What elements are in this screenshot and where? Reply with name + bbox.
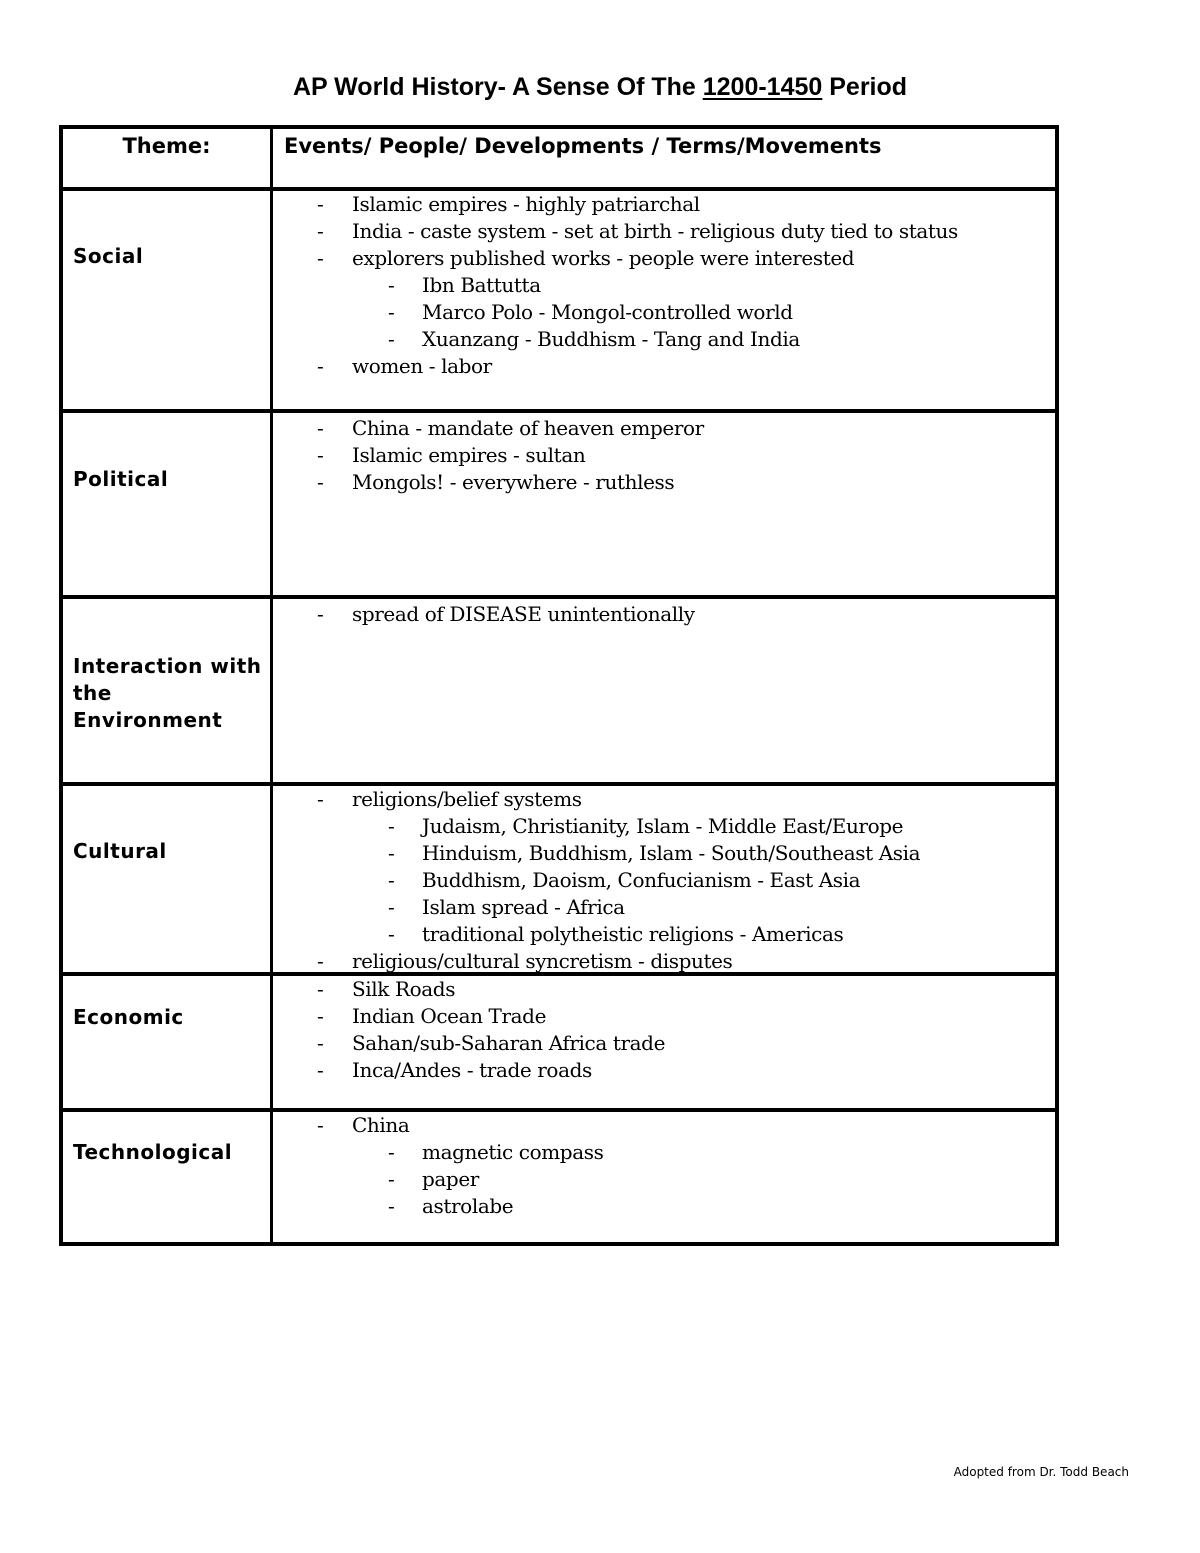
events-list — [63, 1112, 1055, 1220]
bullet-dash: - — [388, 300, 395, 324]
bullet-dash: - — [317, 246, 324, 270]
item-text: women - labor — [352, 354, 492, 378]
item-text: explorers published works - people were interested — [352, 246, 855, 270]
list-item — [63, 1003, 1055, 1030]
bullet-dash: - — [317, 443, 324, 467]
table-row-social — [63, 187, 1055, 409]
bullet-dash: - — [317, 787, 324, 811]
item-text: Islamic empires - sultan — [352, 443, 586, 467]
events-list — [63, 601, 1055, 628]
list-item — [63, 442, 1055, 469]
sub-list-item — [63, 1193, 1055, 1220]
bullet-dash: - — [388, 841, 395, 865]
list-item — [63, 1112, 1055, 1139]
item-text: Mongols! - everywhere - ruthless — [352, 470, 675, 494]
table-row-economic — [63, 972, 1055, 1108]
item-text: Islamic empires - highly patriarchal — [352, 192, 700, 216]
bullet-dash: - — [388, 814, 395, 838]
item-text: astrolabe — [422, 1194, 514, 1218]
title-suffix: Period — [822, 73, 908, 101]
table-row-cultural — [63, 782, 1055, 972]
attribution-footer: Adopted from Dr. Todd Beach — [953, 1465, 1129, 1479]
list-item — [63, 1057, 1055, 1084]
list-item — [63, 1030, 1055, 1057]
item-text: religions/belief systems — [352, 787, 582, 811]
page-title — [0, 70, 1200, 104]
list-item — [63, 218, 1055, 245]
events-list — [63, 415, 1055, 496]
bullet-dash: - — [388, 868, 395, 892]
title-prefix: AP World History- A Sense Of The — [292, 73, 703, 101]
item-text: Hinduism, Buddhism, Islam - South/Southeast Asia — [422, 841, 921, 865]
events-list — [63, 786, 1055, 975]
list-item — [63, 948, 1055, 975]
list-item — [63, 976, 1055, 1003]
bullet-dash: - — [317, 192, 324, 216]
table-row-political — [63, 409, 1055, 595]
list-item — [63, 786, 1055, 813]
bullet-dash: - — [388, 1167, 395, 1191]
item-text: China - mandate of heaven emperor — [352, 416, 704, 440]
list-item — [63, 469, 1055, 496]
sub-list-item — [63, 813, 1055, 840]
theme-label: Political — [73, 467, 169, 491]
item-text: spread of DISEASE unintentionally — [352, 602, 695, 626]
list-item — [63, 245, 1055, 272]
item-text: magnetic compass — [422, 1140, 604, 1164]
sub-list-item — [63, 272, 1055, 299]
item-text: Ibn Battutta — [422, 273, 541, 297]
theme-label: Economic — [73, 1005, 184, 1029]
item-text: China — [352, 1113, 410, 1137]
header-events: Events/ People/ Developments / Terms/Movements — [284, 134, 882, 158]
list-item — [63, 191, 1055, 218]
sub-list-item — [63, 1166, 1055, 1193]
bullet-dash: - — [388, 327, 395, 351]
table-header-row — [63, 129, 1055, 187]
bullet-dash: - — [317, 1031, 324, 1055]
bullet-dash: - — [388, 273, 395, 297]
theme-label: Technological — [73, 1140, 233, 1164]
themes-table — [59, 125, 1059, 1246]
bullet-dash: - — [388, 922, 395, 946]
item-text: Islam spread - Africa — [422, 895, 625, 919]
sub-list-item — [63, 299, 1055, 326]
bullet-dash: - — [317, 470, 324, 494]
table-row-interaction-environment — [63, 595, 1055, 782]
bullet-dash: - — [317, 219, 324, 243]
item-text: Silk Roads — [352, 977, 456, 1001]
bullet-dash: - — [317, 416, 324, 440]
bullet-dash: - — [388, 1140, 395, 1164]
item-text: paper — [422, 1167, 479, 1191]
bullet-dash: - — [317, 1113, 324, 1137]
item-text: Inca/Andes - trade roads — [352, 1058, 592, 1082]
item-text: Indian Ocean Trade — [352, 1004, 547, 1028]
events-list — [63, 191, 1055, 380]
bullet-dash: - — [317, 354, 324, 378]
item-text: traditional polytheistic religions - Americas — [422, 922, 844, 946]
bullet-dash: - — [317, 1058, 324, 1082]
bullet-dash: - — [317, 1004, 324, 1028]
item-text: India - caste system - set at birth - religious duty tied to status — [352, 219, 958, 243]
item-text: religious/cultural syncretism - disputes — [352, 949, 733, 973]
item-text: Judaism, Christianity, Islam - Middle East/Europe — [422, 814, 904, 838]
item-text: Marco Polo - Mongol-controlled world — [422, 300, 793, 324]
theme-label: Interaction with the Environment — [73, 654, 262, 732]
list-item — [63, 415, 1055, 442]
list-item — [63, 353, 1055, 380]
theme-label: Cultural — [73, 839, 167, 863]
sub-list-item — [63, 1139, 1055, 1166]
item-text: Xuanzang - Buddhism - Tang and India — [422, 327, 800, 351]
bullet-dash: - — [317, 602, 324, 626]
item-text: Buddhism, Daoism, Confucianism - East Asia — [422, 868, 861, 892]
sub-list-item — [63, 867, 1055, 894]
bullet-dash: - — [388, 1194, 395, 1218]
sub-list-item — [63, 921, 1055, 948]
item-text: Sahan/sub-Saharan Africa trade — [352, 1031, 666, 1055]
bullet-dash: - — [317, 949, 324, 973]
bullet-dash: - — [317, 977, 324, 1001]
table-row-technological — [63, 1108, 1055, 1246]
sub-list-item — [63, 894, 1055, 921]
title-period: 1200-1450 — [702, 73, 823, 101]
list-item — [63, 601, 1055, 628]
events-list — [63, 976, 1055, 1084]
sub-list-item — [63, 840, 1055, 867]
sub-list-item — [63, 326, 1055, 353]
header-theme: Theme: — [122, 134, 211, 158]
theme-label: Social — [73, 244, 144, 268]
bullet-dash: - — [388, 895, 395, 919]
